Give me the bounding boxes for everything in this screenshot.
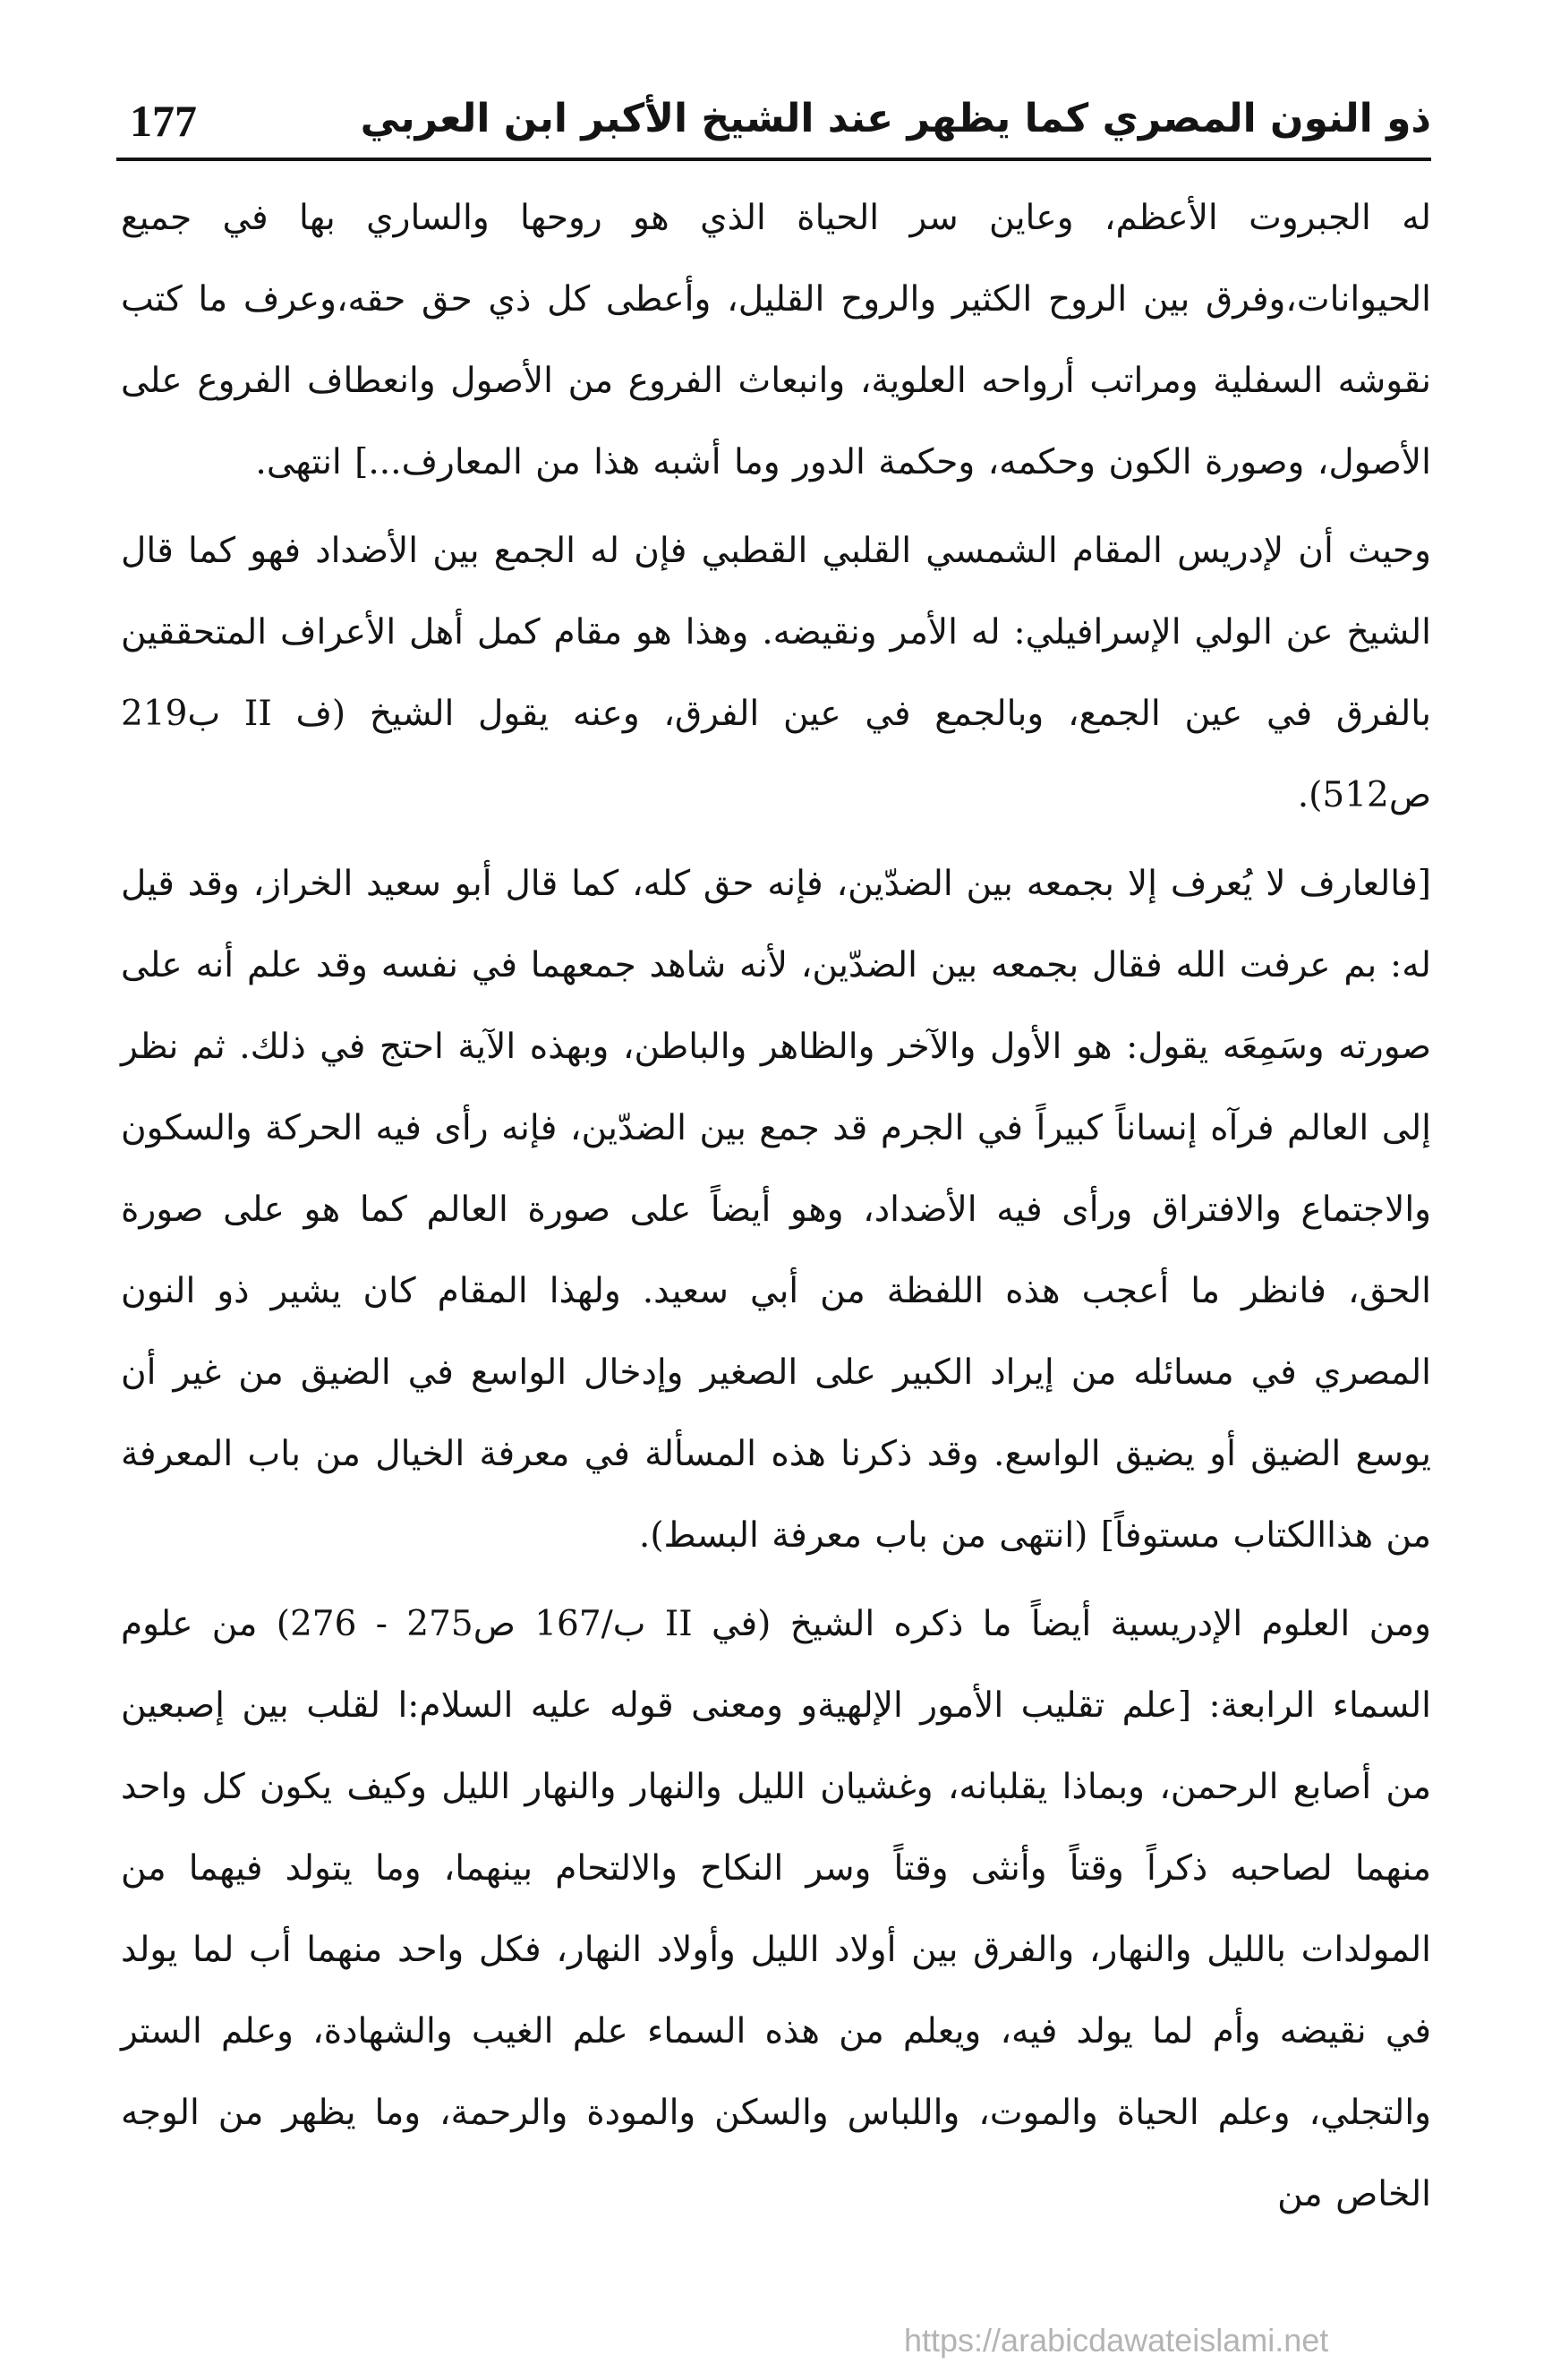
page-body <box>121 177 1431 2235</box>
header-divider <box>116 158 1431 161</box>
watermark-url: https://arabicdawateislami.net <box>904 2322 1329 2359</box>
running-title: ذو النون المصري كما يظهر عند الشيخ الأكبر ابن العربي <box>360 96 1431 141</box>
paragraph-3-quotation: [فالعارف لا يُعرف إلا بجمعه بين الضدّين، فإنه حق كله، كما قال أبو سعيد الخراز، وقد قيل له: بم عرفت الله فقال بجمعه بين الضدّين، لأنه شاهد جمعهما في نفسه وقد علم أنه على صورته وسَمِعَه يقول: هو الأول والآخر والظاهر والباطن، وبهذه الآية احتج في ذلك. ثم نظر إلى العالم فرآه إنساناً كبيراً في الجرم قد جمع بين الضدّين، فإنه رأى فيه الحركة والسكون والاجتماع والافتراق ورأى فيه الأضداد، وهو أيضاً على صورة العالم كما هو على صورة الحق، فانظر ما أعجب هذه اللفظة من أبي سعيد. ولهذا المقام كان يشير ذو النون المصري في مسائله من إيراد الكبير على الصغير وإدخال الواسع في الضيق من غير أن يوسع الضيق أو يضيق الواسع. وقد ذكرنا هذه المسألة في معرفة الخيال من باب المعرفة من هذاالكتاب مستوفاً] (انتهى من باب معرفة البسط). <box>121 864 1431 1556</box>
page-number: 177 <box>130 96 197 146</box>
paragraph-4: ومن العلوم الإدريسية أيضاً ما ذكره الشيخ (في II ب/167 ص275 - 276) من علوم السماء الرابعة: [علم تقليب الأمور الإلهيةو ومعنى قوله عليه السلام:ا لقلب بين إصبعين من أصابع الرحمن، وبماذا يقلبانه، وغشيان الليل والنهار والنهار الليل وكيف يكون كل واحد منهما لصاحبه ذكراً وقتاً وأنثى وقتاً وسر النكاح والالتحام بينهما، وما يتولد فيهما من المولدات بالليل والنهار، والفرق بين أولاد الليل وأولاد النهار، فكل واحد منهما أب لما يولد في نقيضه وأم لما يولد فيه، ويعلم من هذه السماء علم الغيب والشهادة، وعلم الستر والتجلي، وعلم الحياة والموت، واللباس والسكن والمودة والرحمة، وما يظهر من الوجه الخاص من <box>121 1604 1431 2214</box>
page-header <box>116 85 1431 155</box>
paragraph-1: له الجبروت الأعظم، وعاين سر الحياة الذي هو روحها والساري بها في جميع الحيوانات،وفرق بين الروح الكثير والروح القليل، وأعطى كل ذي حق حقه،وعرف ما كتب نقوشه السفلية ومراتب أرواحه العلوية، وانبعاث الفروع من الأصول وانعطاف الفروع على الأصول، وصورة الكون وحكمه، وحكمة الدور وما أشبه هذا من المعارف...] انتهى. <box>121 198 1431 482</box>
paragraph-2: وحيث أن لإدريس المقام الشمسي القلبي القطبي فإن له الجمع بين الأضداد فهو كما قال الشيخ عن الولي الإسرافيلي: له الأمر ونقيضه. وهذا هو مقام كمل أهل الأعراف المتحققين بالفرق في عين الجمع، وبالجمع في عين الفرق، وعنه يقول الشيخ (ف II ب219 ص512). <box>121 531 1431 815</box>
